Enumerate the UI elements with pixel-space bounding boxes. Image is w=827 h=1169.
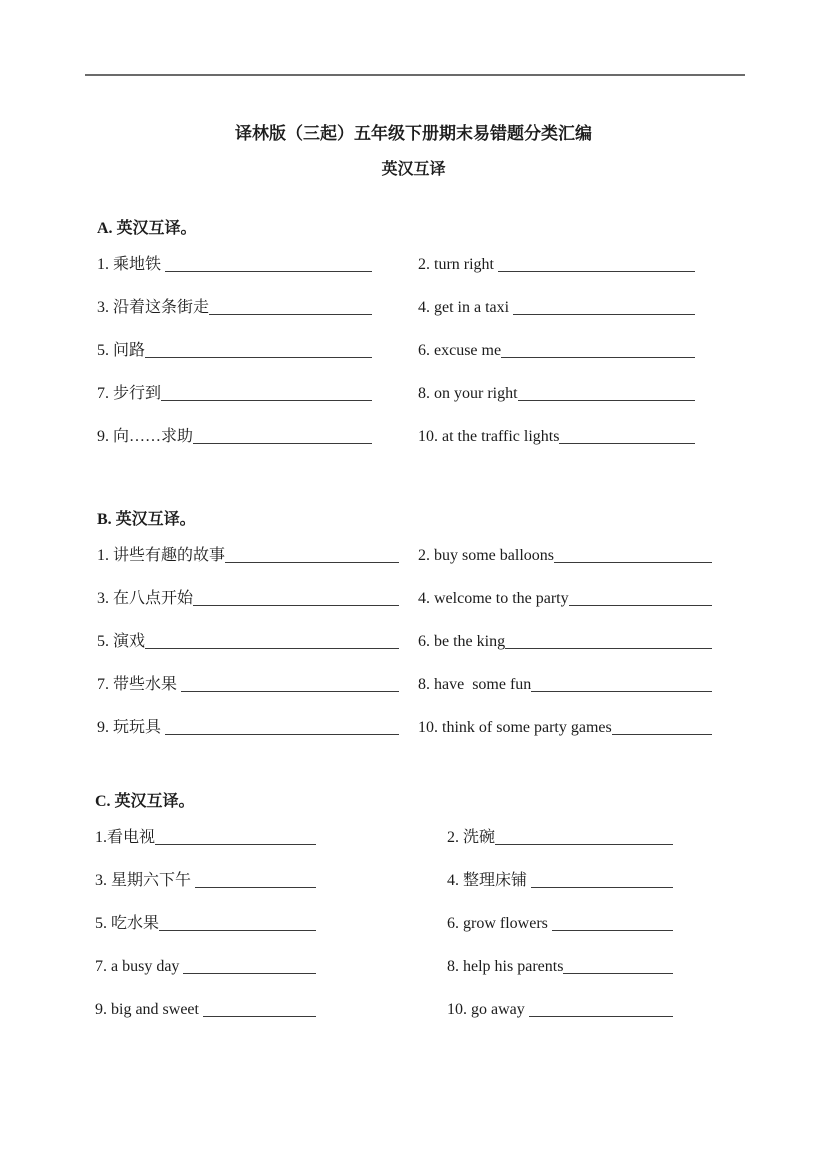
exercise-row [0,256,827,274]
exercise-item [95,829,316,847]
exercise-row [0,299,827,317]
item-label: 7. 步行到 [97,385,162,402]
answer-blank [193,428,372,444]
exercise-item [418,256,695,274]
exercise-item [418,633,712,651]
section-b [0,511,827,762]
item-label: 6. be the king [418,633,506,650]
exercise-item [95,958,316,976]
answer-blank [569,590,712,606]
exercise-item [418,342,695,360]
exercise-row [0,342,827,360]
item-label: 8. help his parents [447,958,564,975]
answer-blank [513,299,695,315]
exercise-row [0,676,827,694]
answer-blank [563,958,673,974]
exercise-item [418,299,695,317]
answer-blank [531,872,673,888]
answer-blank [612,719,712,735]
answer-blank [531,676,712,692]
item-label: 2. 洗碗 [447,829,496,846]
item-label: 9. big and sweet [95,1001,203,1018]
exercise-item [418,590,712,608]
exercise-item [418,676,712,694]
item-label: 6. excuse me [418,342,502,359]
answer-blank [165,719,399,735]
item-label: 8. have some fun [418,676,532,693]
item-label: 3. 星期六下午 [95,872,196,889]
item-label: 2. turn right [418,256,498,273]
exercise-item [418,719,712,737]
section-heading: C. 英汉互译。 [95,793,195,810]
answer-blank [559,428,695,444]
item-label: 5. 演戏 [97,633,146,650]
item-label: 10. think of some party games [418,719,612,736]
answer-blank [159,915,316,931]
exercise-item [95,915,316,933]
exercise-row [0,1001,827,1019]
exercise-row [0,872,827,890]
answer-blank [518,385,695,401]
item-label: 3. 在八点开始 [97,590,194,607]
item-label: 3. 沿着这条街走 [97,299,210,316]
exercise-item [97,256,372,274]
item-label: 5. 吃水果 [95,915,160,932]
document-title: 译林版（三起）五年级下册期末易错题分类汇编 [235,124,592,143]
exercise-item [97,428,372,446]
exercise-row [0,428,827,446]
answer-blank [225,547,399,563]
answer-blank [498,256,695,272]
exercise-row [0,547,827,565]
exercise-item [418,547,712,565]
header-rule [85,74,745,76]
answer-blank [529,1001,673,1017]
item-label: 9. 向……求助 [97,428,194,445]
exercise-row [0,385,827,403]
exercise-item [97,633,399,651]
section-heading: A. 英汉互译。 [97,220,197,237]
item-label: 7. a busy day [95,958,184,975]
item-label: 8. on your right [418,385,518,402]
exercise-row [0,958,827,976]
item-label: 6. grow flowers [447,915,552,932]
exercise-row [0,633,827,651]
exercise-row [0,829,827,847]
item-label: 4. 整理床铺 [447,872,532,889]
answer-blank [145,633,399,649]
item-label: 4. get in a taxi [418,299,514,316]
item-label: 7. 带些水果 [97,676,182,693]
exercise-item [447,915,673,933]
item-label: 5. 问路 [97,342,146,359]
answer-blank [552,915,673,931]
item-label: 10. at the traffic lights [418,428,560,445]
answer-blank [155,829,316,845]
exercise-item [97,590,399,608]
answer-blank [161,385,372,401]
item-label: 1.看电视 [95,829,156,846]
exercise-item [418,385,695,403]
section-c [0,793,827,1044]
exercise-item [447,829,673,847]
answer-blank [209,299,372,315]
item-label: 4. welcome to the party [418,590,569,607]
answer-blank [554,547,712,563]
item-label: 2. buy some balloons [418,547,554,564]
exercise-item [97,547,399,565]
answer-blank [501,342,695,358]
exercise-item [447,872,673,890]
item-label: 9. 玩玩具 [97,719,166,736]
exercise-row [0,719,827,737]
answer-blank [145,342,372,358]
section-heading: B. 英汉互译。 [97,511,196,528]
answer-blank [495,829,673,845]
answer-blank [183,958,316,974]
exercise-item [418,428,695,446]
answer-blank [505,633,712,649]
exercise-row [0,590,827,608]
item-label: 1. 讲些有趣的故事 [97,547,226,564]
answer-blank [181,676,399,692]
exercise-row [0,915,827,933]
document-subtitle: 英汉互译 [381,161,446,178]
exercise-item [447,1001,673,1019]
exercise-item [447,958,673,976]
exercise-item [95,1001,316,1019]
item-label: 1. 乘地铁 [97,256,166,273]
answer-blank [165,256,372,272]
section-a [0,220,827,471]
answer-blank [195,872,316,888]
item-label: 10. go away [447,1001,529,1018]
exercise-item [97,342,372,360]
exercise-item [97,719,399,737]
exercise-item [97,385,372,403]
answer-blank [193,590,399,606]
answer-blank [203,1001,316,1017]
exercise-item [97,299,372,317]
exercise-item [97,676,399,694]
exercise-item [95,872,316,890]
